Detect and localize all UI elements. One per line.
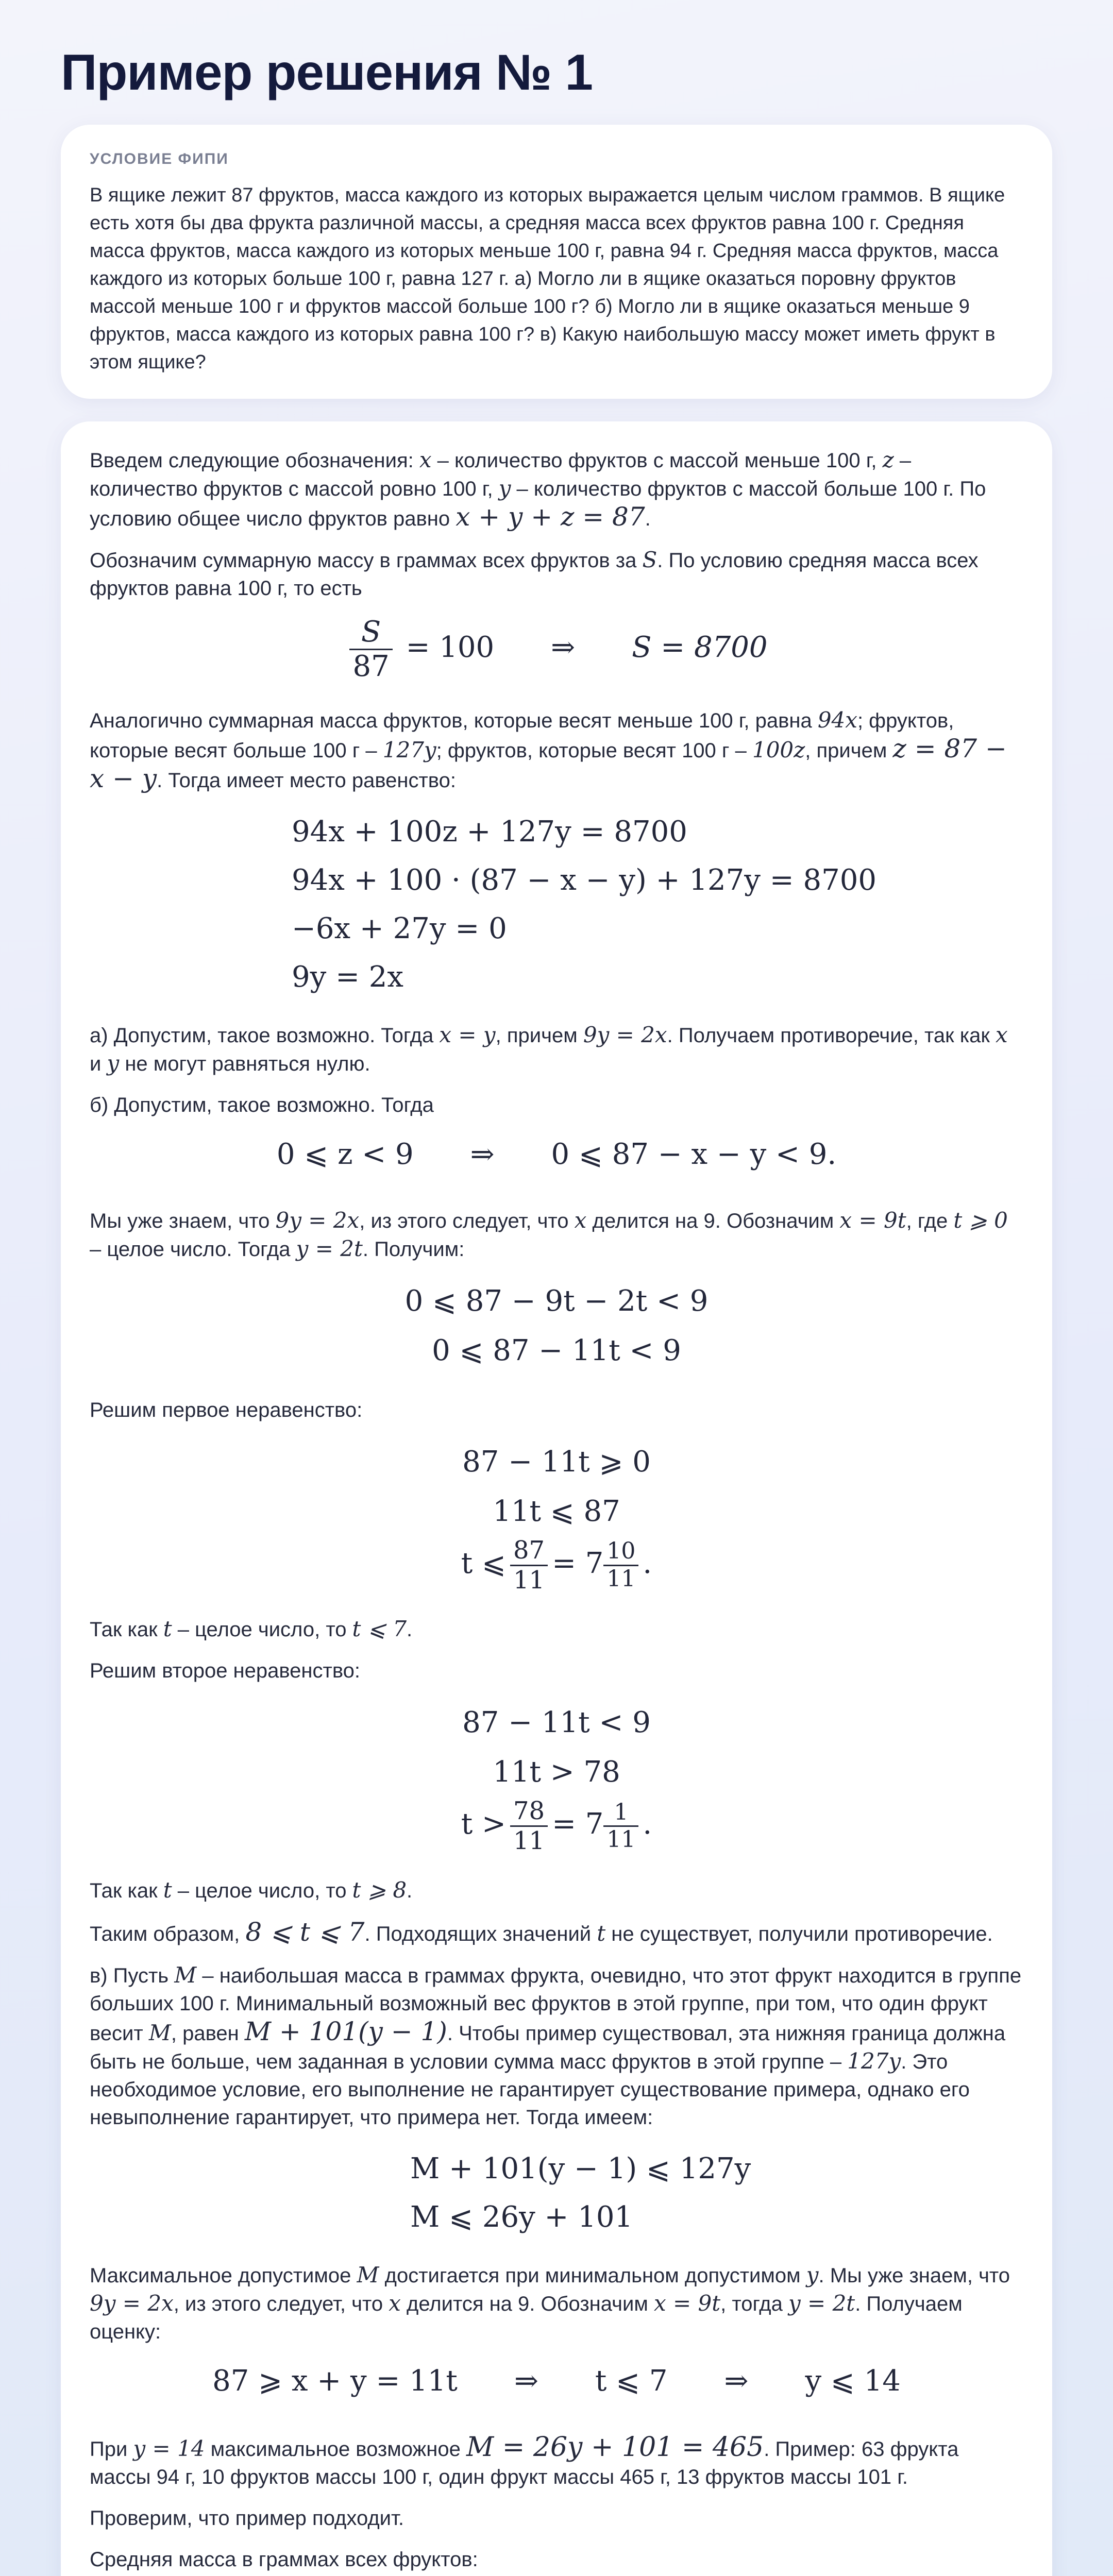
second-inequality-solution: [90, 1698, 1023, 1855]
math-inline: x = y: [439, 1022, 496, 1047]
solution-paragraph-substitution: Мы уже знаем, что 9y = 2x, из этого следует, что x делится на 9. Обозначим x = 9t, где t ⩾ 0 – целое число. Тогда y = 2t. Получим:: [90, 1207, 1008, 1261]
equation-line: 94x + 100z + 127y = 8700: [292, 815, 687, 849]
solution-part-a: а) Допустим, такое возможно. Тогда x = y, причем 9y = 2x. Получаем противоречие, так как x и y не могут равняться нулю.: [90, 1022, 1008, 1076]
math-inline: t: [163, 1877, 172, 1903]
solution-card: [61, 421, 1052, 2576]
fraction: $\frac{78}{11}$: [510, 1797, 548, 1855]
math-inline: t: [597, 1920, 606, 1946]
max-mass-inequalities: [90, 2145, 1023, 2242]
solution-average-all-label: Средняя масса в граммах всех фруктов:: [90, 2548, 478, 2571]
math-inline: t ⩾ 8: [352, 1877, 407, 1903]
equation-line: 87 − 11t ⩾ 0: [462, 1445, 651, 1479]
solution-paragraph-t-lower: Так как t – целое число, то t ⩾ 8.: [90, 1877, 413, 1903]
inequality-system: [90, 1277, 1023, 1376]
equation-line: 0 ⩽ 87 − 9t − 2t < 9: [404, 1284, 709, 1318]
solution-paragraph-group-masses: Аналогично суммарная масса фруктов, которые весят меньше 100 г, равна 94x; фруктов, которые весят больше 100 г – 127y; фруктов, которые весят 100 г – 100z, причем z = 87 − x − y. Тогда имеет место равенство:: [90, 707, 1007, 793]
solution-part-c: в) Пусть M – наибольшая масса в граммах фрукта, очевидно, что этот фрукт находится в группе больших 100 г. Минимальный возможный вес фруктов в этой группе, при том, что один фрукт весит M, равен M + 101(y − 1). Чтобы пример существовал, эта нижняя граница должна быть не больше, чем заданная в условии сумма масс фруктов в этой группе – 127y. Это необходимое условие, его выполнение не гарантирует существование примера, однако его невыполнение гарантирует, что примера нет. Тогда имеем:: [90, 1962, 1022, 2129]
math-inline: y: [498, 476, 511, 501]
math-inline: y: [806, 2262, 819, 2287]
first-inequality-solution: [90, 1437, 1023, 1595]
math-inline: y = 2t: [296, 1235, 363, 1261]
math-inline: t ⩽ 7: [352, 1616, 407, 1642]
solution-paragraph-example: При y = 14 максимальное возможное M = 26y + 101 = 465. Пример: 63 фрукта массы 94 г, 10 фруктов массы 100 г, один фрукт массы 465 г, 13 фруктов массы 101 г.: [90, 2431, 959, 2488]
math-inline: t ⩾ 0: [953, 1207, 1008, 1233]
solution-first-inequality-label: Решим первое неравенство:: [90, 1398, 363, 1421]
fraction: $\frac{87}{11}$: [510, 1536, 548, 1595]
solution-paragraph-t-upper: Так как t – целое число, то t ⩽ 7.: [90, 1616, 413, 1642]
fraction: $\frac{10}{11}$: [603, 1538, 638, 1592]
solution-paragraph-notation: Введем следующие обозначения: x – количество фруктов с массой меньше 100 г, z – количество фруктов с массой ровно 100 г, y – количество фруктов с массой больше 100 г. По условию общее число фруктов равно x + y + z = 87.: [90, 447, 986, 532]
math-inline: y = 2t: [788, 2290, 855, 2316]
formula-part-b: 0 ⩽ z < 9 ⇒ 0 ⩽ 87 − x − y < 9.: [276, 1137, 837, 1171]
math-inline: y: [107, 1050, 120, 1076]
math-inline: x: [996, 1022, 1008, 1047]
equation-line: 9y = 2x: [292, 960, 403, 994]
math-inline: x = 9t: [839, 1207, 906, 1233]
equation-line: 94x + 100 · (87 − x − y) + 127y = 8700: [292, 863, 876, 897]
equation-line: 11t > 78: [493, 1755, 620, 1789]
math-inline: z = 87 − x − y: [90, 733, 1007, 793]
equation-line: M + 101(y − 1) ⩽ 127y: [410, 2151, 751, 2185]
equation-line: M ⩽ 26y + 101: [410, 2200, 633, 2234]
condition-label: УСЛОВИЕ ФИПИ: [90, 150, 229, 167]
condition-text: В ящике лежит 87 фруктов, масса каждого из которых выражается целым числом граммов. В ящике есть хотя бы два фрукта различной массы, а средняя масса всех фруктов равна 100 г. Средняя масса фруктов, масса каждого из которых меньше 100 г, равна 94 г. Средняя масса фруктов, масса каждого из которых больше 100 г, равна 127 г. а) Могло ли в ящике оказаться поровну фруктов массой меньше 100 г и фруктов массой больше 100 г? б) Могло ли в ящике оказаться меньше 9 фруктов, масса каждого из которых равна 100 г? в) Какую наибольшую массу может иметь фрукт в этом ящике?: [90, 184, 1005, 373]
fraction: $\frac{1}{11}$: [603, 1800, 638, 1853]
solution-paragraph-estimate: Максимальное допустимое M достигается при минимальном допустимом y. Мы уже знаем, что 9y = 2x, из этого следует, что x делится на 9. Обозначим x = 9t, тогда y = 2t. Получаем оценку:: [90, 2262, 1010, 2343]
solution-part-b: б) Допустим, такое возможно. Тогда: [90, 1093, 434, 1116]
math-inline: z: [882, 447, 894, 472]
math-inline: M: [174, 1962, 197, 1988]
math-inline: 8 ⩽ t ⩽ 7: [245, 1917, 365, 1947]
math-inline: 127y: [382, 737, 436, 762]
equation-line: −6x + 27y = 0: [292, 911, 507, 945]
math-inline: M + 101(y − 1): [244, 2016, 447, 2046]
math-inline: 9y = 2x: [583, 1022, 667, 1047]
formula-estimate: 87 ⩾ x + y = 11t ⇒ t ⩽ 7 ⇒ y ⩽ 14: [212, 2364, 901, 2398]
math-inline: 127y: [847, 2048, 901, 2074]
math-inline: 9y = 2x: [90, 2290, 174, 2316]
math-inline: x = 9t: [653, 2290, 721, 2316]
solution-second-inequality-label: Решим второе неравенство:: [90, 1659, 360, 1683]
math-inline: x: [389, 2290, 401, 2316]
condition-card: [61, 125, 1052, 399]
solution-check-label: Проверим, что пример подходит.: [90, 2506, 404, 2530]
math-inline: M = 26y + 101 = 465: [466, 2431, 764, 2463]
math-inline: M: [357, 2262, 379, 2287]
math-inline: 9y = 2x: [275, 1207, 360, 1233]
math-inline: M: [148, 2020, 171, 2045]
solution-paragraph-total-mass: Обозначим суммарную массу в граммах всех фруктов за S. По условию средняя масса всех фруктов равна 100 г, то есть: [90, 547, 979, 600]
page-title: Пример решения № 1: [61, 44, 593, 100]
equation-line: t ⩽ $\frac{87}{11}$ = 7 $\frac{10}{11}$ .: [461, 1535, 652, 1595]
math-inline: x: [419, 447, 432, 472]
formula-total-mass: $\frac{S}{87}$ = 100 ⇒ S = 8700: [90, 616, 1023, 684]
math-inline: y = 14: [133, 2435, 205, 2461]
math-inline: x + y + z = 87: [456, 502, 645, 532]
equation-system-mass: [90, 808, 1023, 1002]
math-inline: 100z: [752, 737, 805, 762]
solution-paragraph-contradiction: Таким образом, 8 ⩽ t ⩽ 7. Подходящих значений t не существует, получили противоречие.: [90, 1917, 993, 1947]
equation-line: 11t ⩽ 87: [493, 1494, 620, 1528]
math-inline: x: [574, 1207, 587, 1233]
equation-line: 87 − 11t < 9: [462, 1706, 651, 1740]
equation-line: 0 ⩽ 87 − 11t < 9: [432, 1333, 681, 1367]
math-inline: 94x: [817, 707, 857, 733]
equation-line: t > $\frac{78}{11}$ = 7 $\frac{1}{11}$ .: [461, 1797, 652, 1856]
math-inline: t: [163, 1616, 172, 1642]
fraction: $\frac{S}{87}$: [349, 616, 392, 684]
math-inline: S: [642, 547, 657, 572]
